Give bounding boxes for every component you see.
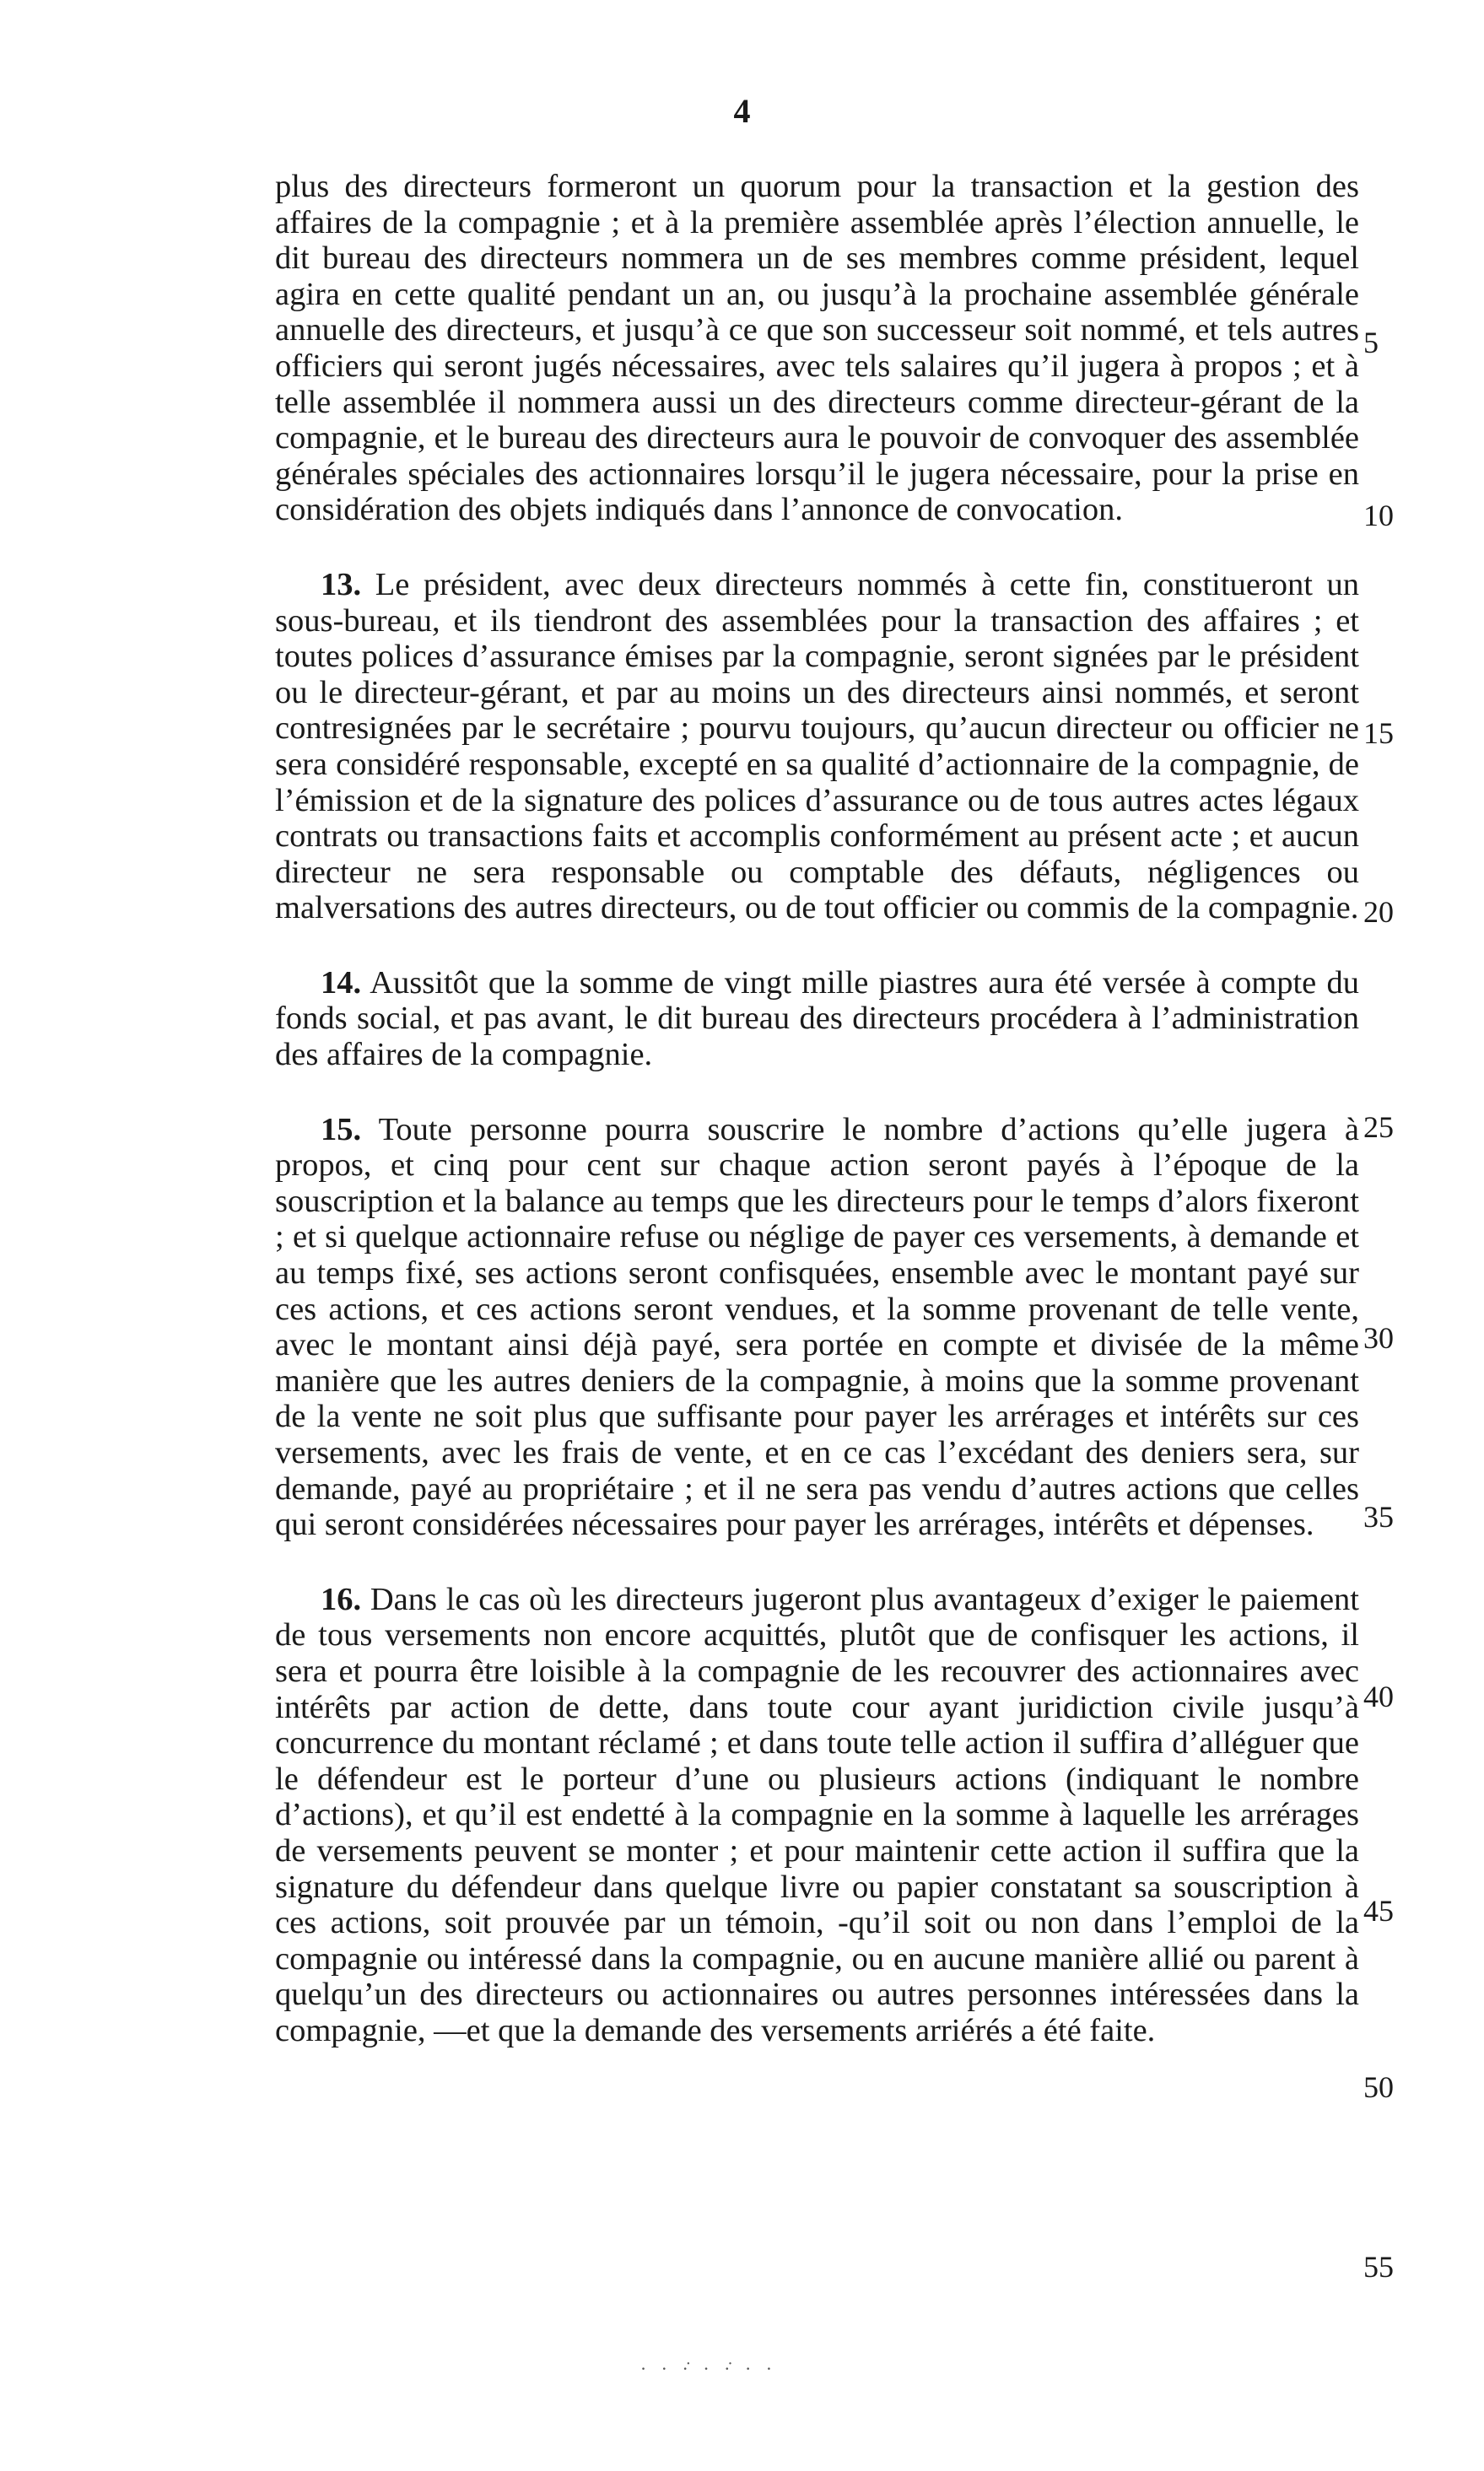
article-13 [275,567,1359,926]
line-number: 20 [1363,895,1394,929]
paragraph-text: Toute personne pourra souscrire le nombre d’actions qu’elle jugera à propos, et cinq pour cent sur chaque action seront payés à l’époque de la souscription et la balance au temps que les directeurs pour le temps d’alors fixeront ; et si quelque actionnaire refuse ou néglige de payer ces versements, à demande et au temps fixé, ses actions seront confisquées, ensemble avec le montant payé sur ces actions, et ces actions seront vendues, et la somme provenant de telle vente, avec le montant ainsi déjà payé, sera portée en compte et divisée de la même manière que les autres deniers de la compagnie, à moins que la somme provenant de la vente ne soit plus que suffisante pour payer les arrérages et intérêts sur ces versements, avec les frais de vente, et en ce cas l’excédant des deniers sera, sur demande, payé au propriétaire ; et il ne sera pas vendu d’autres actions que celles qui seront considérées nécessaires pour payer les arrérages, intérêts et dépenses. [275,1111,1359,1543]
article-number: 13. [321,566,362,602]
line-number: 35 [1363,1500,1394,1534]
article-16 [275,1582,1359,2049]
paragraph-text: Le président, avec deux directeurs nommés à cette fin, constitueront un sous-bureau, et ils tiendront des assemblées pour la transaction des affaires ; et toutes polices d’assurance émises par la compagnie, seront signées par le président ou le directeur-gérant, et par au moins un des directeurs ainsi nommés, et seront contresignées par le secrétaire ; pourvu toujours, qu’aucun directeur ou officier ne sera considéré responsable, excepté en sa qualité d’actionnaire de la compagnie, de l’émission et de la signature des polices d’assurance ou de tous autres actes légaux contrats ou transactions faits et accomplis conformément au présent acte ; et aucun directeur ne sera responsable ou comptable des défauts, négligences ou malversations des autres directeurs, ou de tout officier ou commis de la compagnie. [275,566,1360,926]
article-number: 15. [321,1111,362,1147]
line-number: 30 [1363,1321,1394,1355]
line-number: 5 [1363,326,1379,359]
document-body [275,169,1359,2049]
page-number: 4 [733,92,751,130]
line-number: 40 [1363,1680,1394,1713]
print-specks: · · ·̇ · ·̇ · · [639,2358,778,2379]
paragraph-text: Dans le cas où les directeurs jugeront plus avantageux d’exiger le paiement de tous versements non encore acquittés, plutôt que de confisquer les actions, il sera et pourra être loisible à la compagnie de les recouvrer des actionnaires avec intérêts par action de dette, dans toute cour ayant juridiction civile jusqu’à concurrence du montant réclamé ; et dans toute telle action il suffira d’alléguer que le défendeur est le porteur d’une ou plusieurs actions (indiquant le nombre d’actions), et qu’il est endetté à la compagnie en la somme à laquelle les arrérages de versements peuvent se monter ; et pour maintenir cette action il suffira que la signature du défendeur dans quelque livre ou papier constatant sa souscription à ces actions, soit prouvée par un témoin, -qu’il soit ou non dans l’emploi de la compagnie ou intéressé dans la compagnie, ou en aucune manière allié ou parent à quelqu’un des directeurs ou actionnaires ou autres personnes intéressées dans la compagnie, —et que la demande des versements arriérés a été faite. [275,1581,1359,2048]
line-number: 55 [1363,2250,1394,2284]
article-number: 16. [321,1581,362,1617]
article-14 [275,965,1359,1073]
line-number: 45 [1363,1894,1394,1928]
paragraph-text: plus des directeurs formeront un quorum pour la transaction et la gestion des affaires de la compagnie ; et à la première assemblée après l’élection annuelle, le dit bureau des directeurs nommera un de ses membres comme président, lequel agira en cette qualité pendant un an, ou jusqu’à la prochaine assemblée générale annuelle des directeurs, et jusqu’à ce que son successeur soit nommé, et tels autres officiers qui seront jugés nécessaires, avec tels salaires qu’il jugera à propos ; et à telle assemblée il nommera aussi un des directeurs comme directeur-gérant de la compagnie, et le bureau des directeurs aura le pouvoir de convoquer des assemblée générales spéciales des actionnaires lorsqu’il le jugera nécessaire, pour la prise en considération des objets indiqués dans l’annonce de convocation. [275,169,1359,528]
paragraph-text: Aussitôt que la somme de vingt mille piastres aura été versée à compte du fonds social, et pas avant, le dit bureau des directeurs procédera à l’administration des affaires de la compagnie. [275,964,1359,1073]
paragraph-continuation [275,169,1359,528]
line-number: 10 [1363,499,1394,532]
line-number: 50 [1363,2070,1394,2104]
line-number: 25 [1363,1110,1394,1144]
line-number: 15 [1363,716,1394,750]
article-number: 14. [321,964,362,1001]
article-15 [275,1112,1359,1543]
